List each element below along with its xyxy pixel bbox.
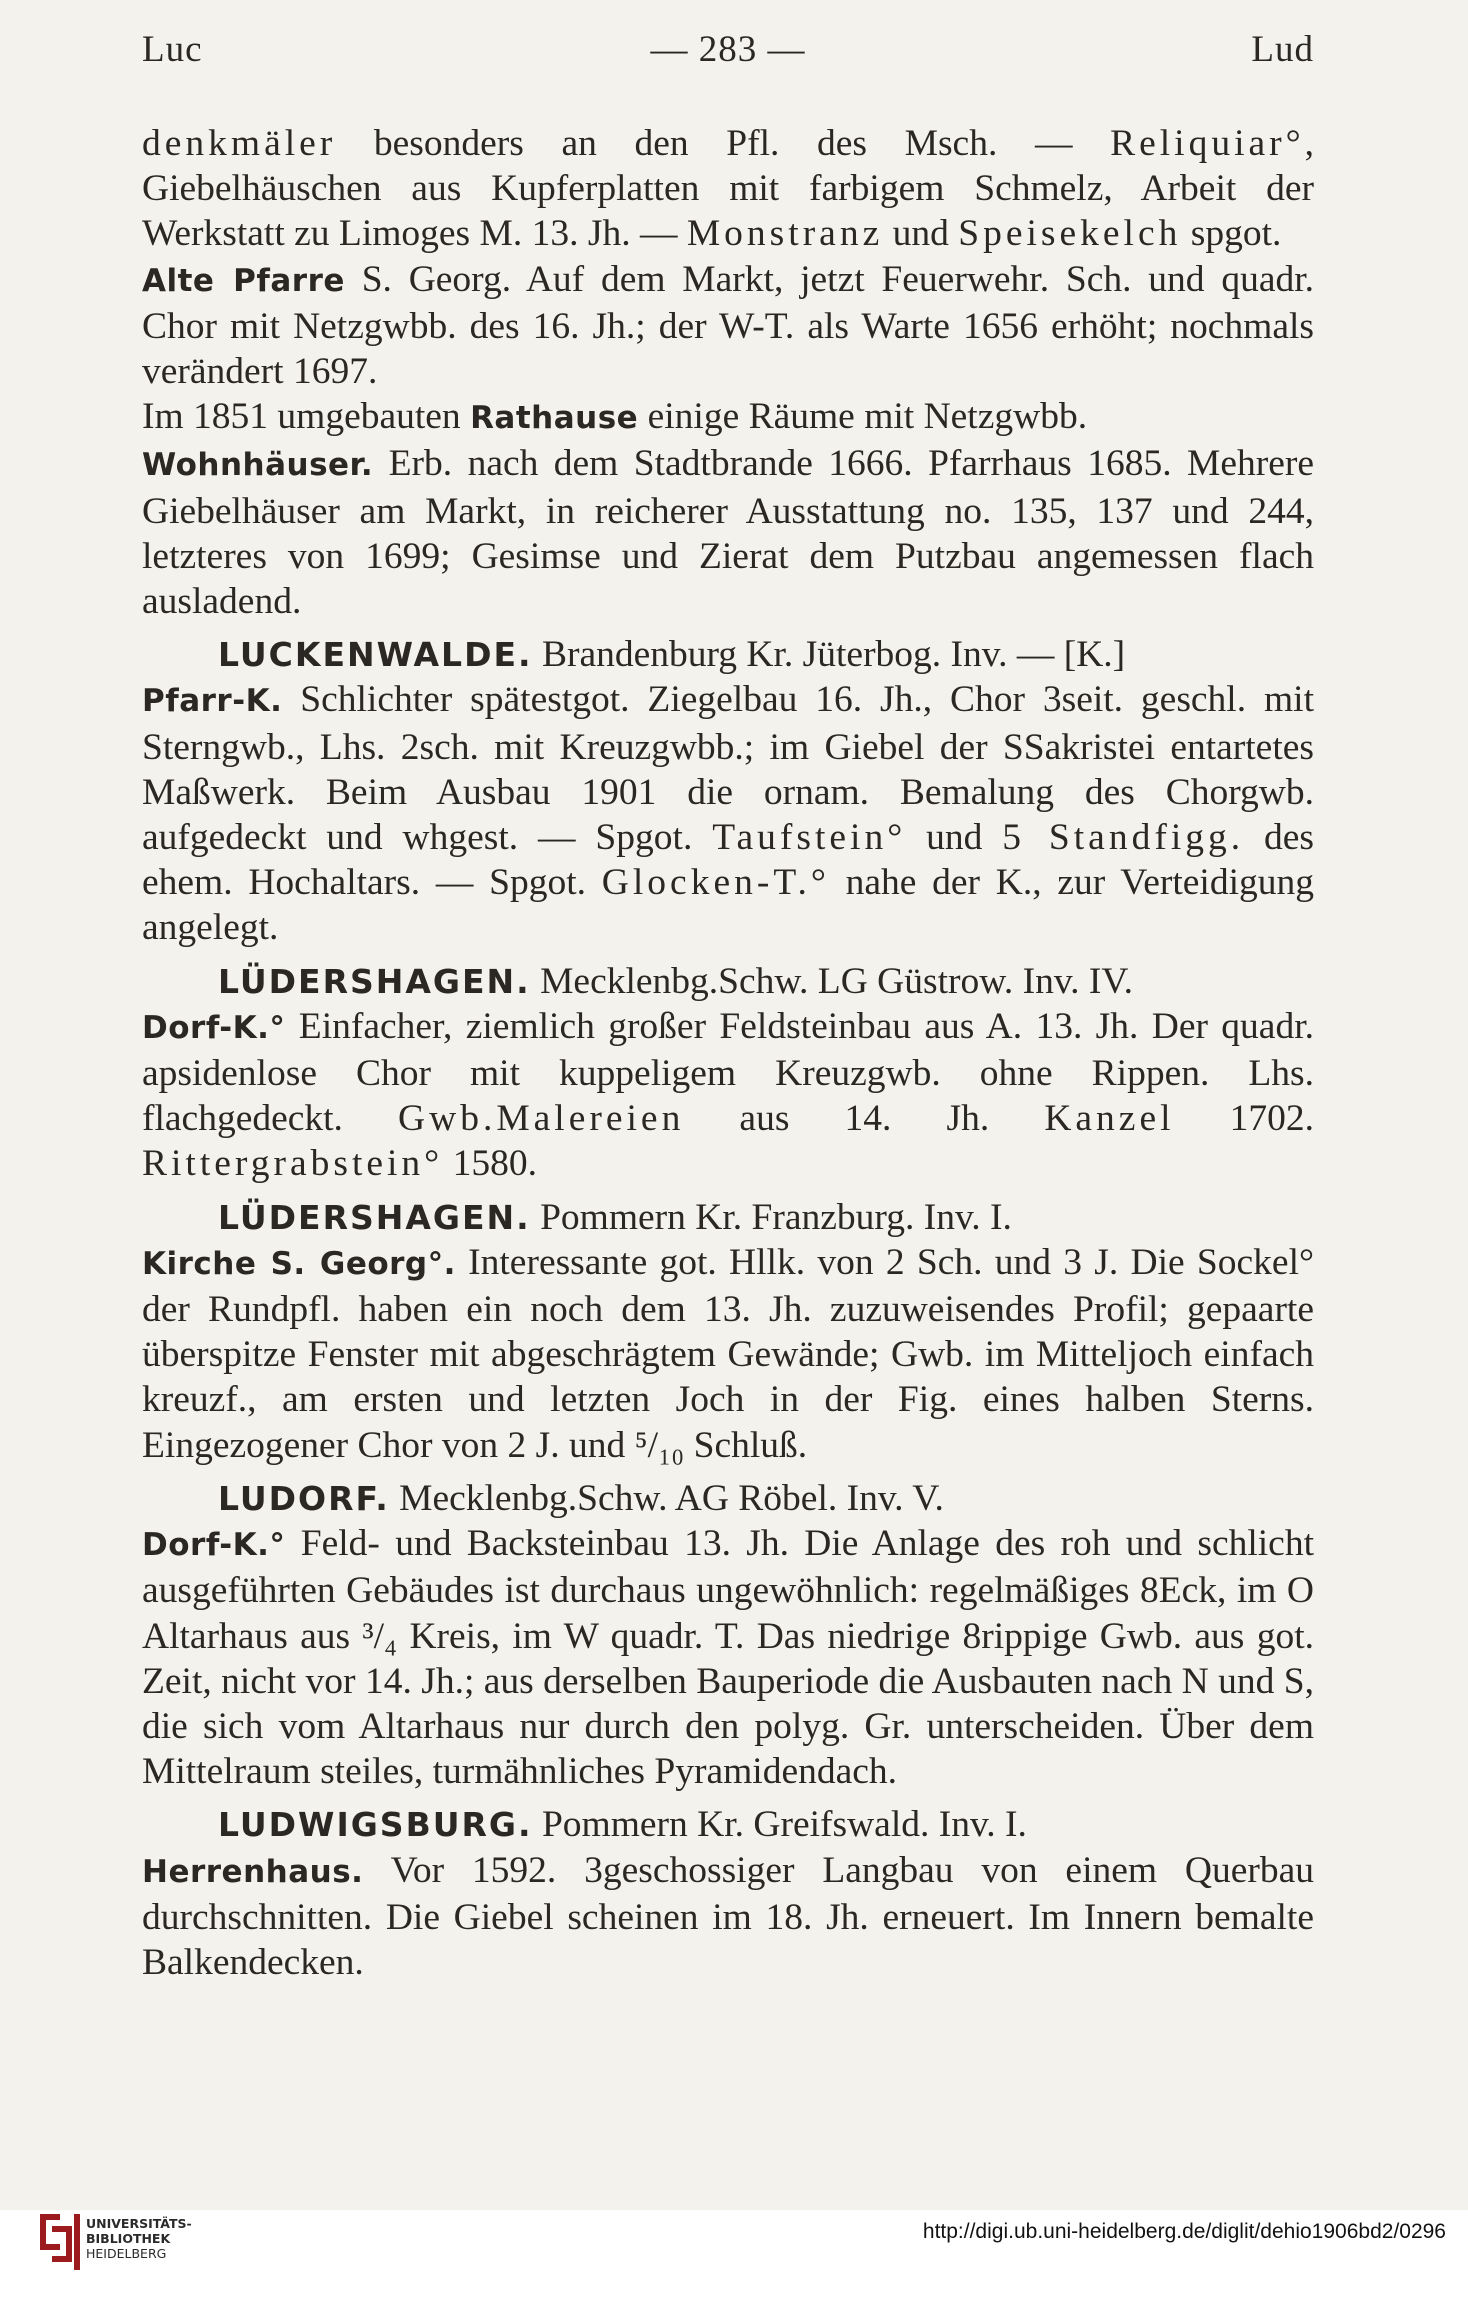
text-spaced: 5 Standfigg. xyxy=(1002,817,1245,859)
library-name-line-1: UNIVERSITÄTS- xyxy=(86,2216,192,2231)
place-heading: LUDORF. xyxy=(218,1478,390,1518)
subentry-title: Wohnhäuser. xyxy=(142,447,374,484)
subentry-title: Kirche S. Georg°. xyxy=(142,1245,456,1282)
text: Mecklenbg.Schw. AG Röbel. Inv. V. xyxy=(389,1477,944,1519)
text: 1580. xyxy=(443,1143,537,1185)
text: Feld- und Backsteinbau 13. Jh. Die Anlage des roh und schlicht ausgeführten Gebäudes ist durchaus ungewöhnlich: regelmäßiges 8Eck, im O Altarhaus aus ³/₄ Kreis, im W quadr. T. Das niedrige 8rippige Gwb. aus got. Zeit, nicht vor 14. Jh.; aus derselben Bauperiode die Ausbauten nach N und S, die sich vom Altarhaus nur durch den polyg. Gr. unterscheiden. Über dem Mittelraum steiles, turmähnliches Pyramidendach. xyxy=(142,1523,1314,1793)
text: aus 14. Jh. xyxy=(684,1098,1045,1140)
library-name-line-3: HEIDELBERG xyxy=(86,2246,167,2261)
permalink-url[interactable]: http://digi.ub.uni-heidelberg.de/diglit/dehio1906bd2/0296 xyxy=(922,2220,1446,2243)
text-spaced: Gwb.Malereien xyxy=(398,1098,685,1140)
paragraph-dorf-k-1 xyxy=(142,1004,1314,1187)
text: des ehem. Hochaltars. — Spgot. xyxy=(142,817,1315,904)
text-spaced: Reliquiar° xyxy=(1110,123,1305,164)
paragraph-kirche-s-georg xyxy=(142,1240,1314,1468)
running-head-left: Luc xyxy=(142,29,203,70)
place-heading: LÜDERSHAGEN. xyxy=(218,1197,531,1237)
text-spaced: Rittergrabstein° xyxy=(142,1143,444,1185)
subentry-title: Alte Pfarre xyxy=(142,262,345,299)
place-heading: LUDWIGSBURG. xyxy=(218,1805,533,1845)
text: besonders an den Pfl. des Msch. — xyxy=(336,123,1111,164)
text: und xyxy=(906,817,1003,859)
text: Schlichter spätestgot. Ziegelbau 16. Jh., Chor 3seit. geschl. mit Sterngwb., Lhs. 2sch. mit Kreuzgwbb.; im Giebel der SSakristei entartetes Maßwerk. Beim Ausbau 1901 die ornam. Bemalung des Chorgwb. aufgedeckt und whgest. — Spgot. xyxy=(142,679,1314,859)
text-spaced: Speisekelch xyxy=(958,213,1182,255)
paragraph-dorf-k-2 xyxy=(142,1521,1314,1794)
text: Pommern Kr. Greifswald. Inv. I. xyxy=(532,1804,1027,1846)
text: 1702. xyxy=(1174,1098,1314,1140)
subentry-title: Rathause xyxy=(470,400,639,437)
text: und xyxy=(883,213,959,255)
text: S. Georg. Auf dem Markt, jetzt Feuerwehr. Sch. und quadr. Chor mit Netzgwbb. des 16. Jh.; der W-T. als Warte 1656 erhöht; nochmals verändert 1697. xyxy=(142,258,1315,393)
paragraph-1 xyxy=(142,121,1314,257)
paragraph-rathaus xyxy=(142,394,1314,441)
text-spaced: Glocken-T.° xyxy=(601,862,830,904)
paragraph-herrenhaus xyxy=(142,1848,1314,1986)
text-spaced: Kanzel xyxy=(1044,1098,1175,1140)
library-name-line-2: BIBLIOTHEK xyxy=(86,2231,171,2246)
text-spaced: denkmäler xyxy=(142,123,337,164)
place-heading: LÜDERSHAGEN. xyxy=(218,961,531,1001)
text: einige Räume mit Netzgwbb. xyxy=(638,396,1088,438)
running-head-right: Lud xyxy=(1251,29,1314,70)
subentry-title: Herrenhaus. xyxy=(142,1853,364,1890)
text: Pommern Kr. Franzburg. Inv. I. xyxy=(530,1196,1012,1238)
text: Vor 1592. 3geschossiger Langbau von einem Querbau durchschnitten. Die Giebel scheinen im 18. Jh. erneuert. Im Innern bemalte Balkendecken. xyxy=(142,1849,1314,1983)
text: Brandenburg Kr. Jüterbog. Inv. — [K.] xyxy=(532,634,1126,676)
running-head xyxy=(142,28,1314,78)
text-spaced: Taufstein° xyxy=(712,817,907,859)
library-name xyxy=(86,2216,192,2261)
text: Im 1851 umgebauten xyxy=(142,396,471,438)
entry-heading-ludorf xyxy=(142,1476,1314,1521)
paragraph-wohnhaeuser xyxy=(142,441,1314,624)
text: Interessante got. Hllk. von 2 Sch. und 3 J. Die Sockel° der Rundpfl. haben ein noch dem 13. Jh. zuzuweisendes Profil; gepaarte überspitze Fenster mit abgeschrägtem Gewände; Gwb. im Mitteljoch einfach kreuzf., am ersten und letzten Joch in der Fig. eines halben Sterns. Eingezogener Chor von 2 J. und ⁵/₁₀ Schluß. xyxy=(142,1241,1314,1466)
entry-heading-ludwigsburg xyxy=(142,1802,1314,1847)
page-number: — 283 — xyxy=(650,29,806,70)
entry-heading-luedershagen-1 xyxy=(142,959,1314,1004)
subentry-title: Dorf-K.° xyxy=(142,1009,286,1046)
text: spgot. xyxy=(1181,213,1282,255)
entry-heading-luedershagen-2 xyxy=(142,1195,1314,1240)
text: Mecklenbg.Schw. LG Güstrow. Inv. IV. xyxy=(530,960,1134,1002)
text-spaced: Monstranz xyxy=(686,213,884,255)
text: Erb. nach dem Stadtbrande 1666. Pfarrhaus 1685. Mehrere Giebelhäuser am Markt, in reicherer Ausstattung no. 135, 137 und 244, letzteres von 1699; Gesimse und Zierat dem Putzbau angemessen flach ausladend. xyxy=(142,443,1314,623)
place-heading: LUCKENWALDE. xyxy=(218,635,533,675)
paragraph-pfarr-k xyxy=(142,677,1314,950)
paragraph-alte-pfarre xyxy=(142,257,1314,395)
text: Einfacher, ziemlich großer Feldsteinbau aus A. 13. Jh. Der quadr. apsidenlose Chor mit kuppeligem Kreuzgwb. ohne Rippen. Lhs. flachgedeckt. xyxy=(142,1005,1314,1140)
text: , Giebelhäuschen aus Kupferplatten mit farbigem Schmelz, Arbeit der Werkstatt zu Limoges M. 13. Jh. — xyxy=(142,123,1314,255)
subentry-title: Dorf-K.° xyxy=(142,1527,286,1564)
library-footer xyxy=(0,2210,1468,2317)
subentry-title: Pfarr-K. xyxy=(142,683,283,720)
body-text xyxy=(142,121,1314,1985)
entry-heading-luckenwalde xyxy=(142,632,1314,677)
text: nahe der K., zur Verteidigung angelegt. xyxy=(142,862,1314,949)
ub-heidelberg-logo-icon xyxy=(34,2210,84,2274)
